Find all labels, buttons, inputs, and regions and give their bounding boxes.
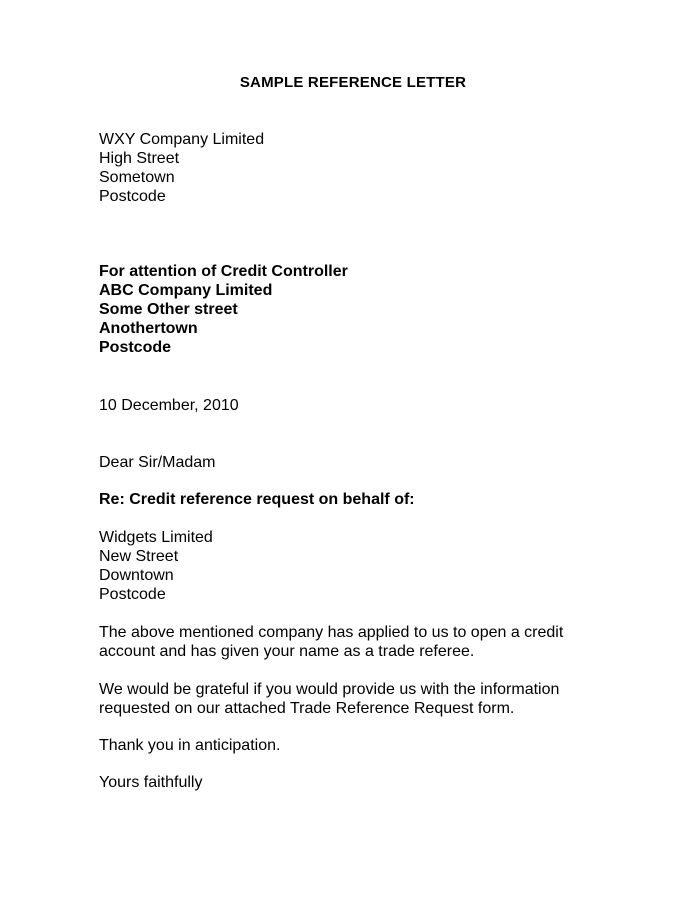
sender-address-line: Postcode <box>99 188 166 205</box>
recipient-address-line: ABC Company Limited <box>99 282 273 299</box>
paragraph-line: account and has given your name as a trade referee. <box>99 643 475 660</box>
salutation: Dear Sir/Madam <box>99 454 216 471</box>
applicant-address-line: New Street <box>99 548 179 565</box>
letter-title: SAMPLE REFERENCE LETTER <box>239 74 467 91</box>
sender-address-line: High Street <box>99 150 180 167</box>
subject-line: Re: Credit reference request on behalf of: <box>99 491 415 508</box>
paragraph-line: The above mentioned company has applied to us to open a credit <box>99 624 564 641</box>
sender-address-line: WXY Company Limited <box>99 131 265 148</box>
recipient-address-line: Anothertown <box>99 320 198 337</box>
applicant-address <box>99 528 639 604</box>
body-paragraph-1 <box>99 623 639 661</box>
closing-line: Yours faithfully <box>99 774 203 791</box>
paragraph-line: requested on our attached Trade Reference Request form. <box>99 700 515 717</box>
thanks-line: Thank you in anticipation. <box>99 737 281 754</box>
applicant-address-line: Downtown <box>99 567 174 584</box>
recipient-address-line: For attention of Credit Controller <box>99 263 348 280</box>
sender-address-line: Sometown <box>99 169 175 186</box>
applicant-address-line: Widgets Limited <box>99 529 213 546</box>
sender-address <box>99 130 639 206</box>
paragraph-line: We would be grateful if you would provide us with the information <box>99 681 560 698</box>
applicant-address-line: Postcode <box>99 586 166 603</box>
letter-date: 10 December, 2010 <box>99 397 239 414</box>
recipient-address <box>99 262 639 357</box>
body-paragraph-2 <box>99 680 639 718</box>
recipient-address-line: Postcode <box>99 339 172 356</box>
recipient-address-line: Some Other street <box>99 301 238 318</box>
